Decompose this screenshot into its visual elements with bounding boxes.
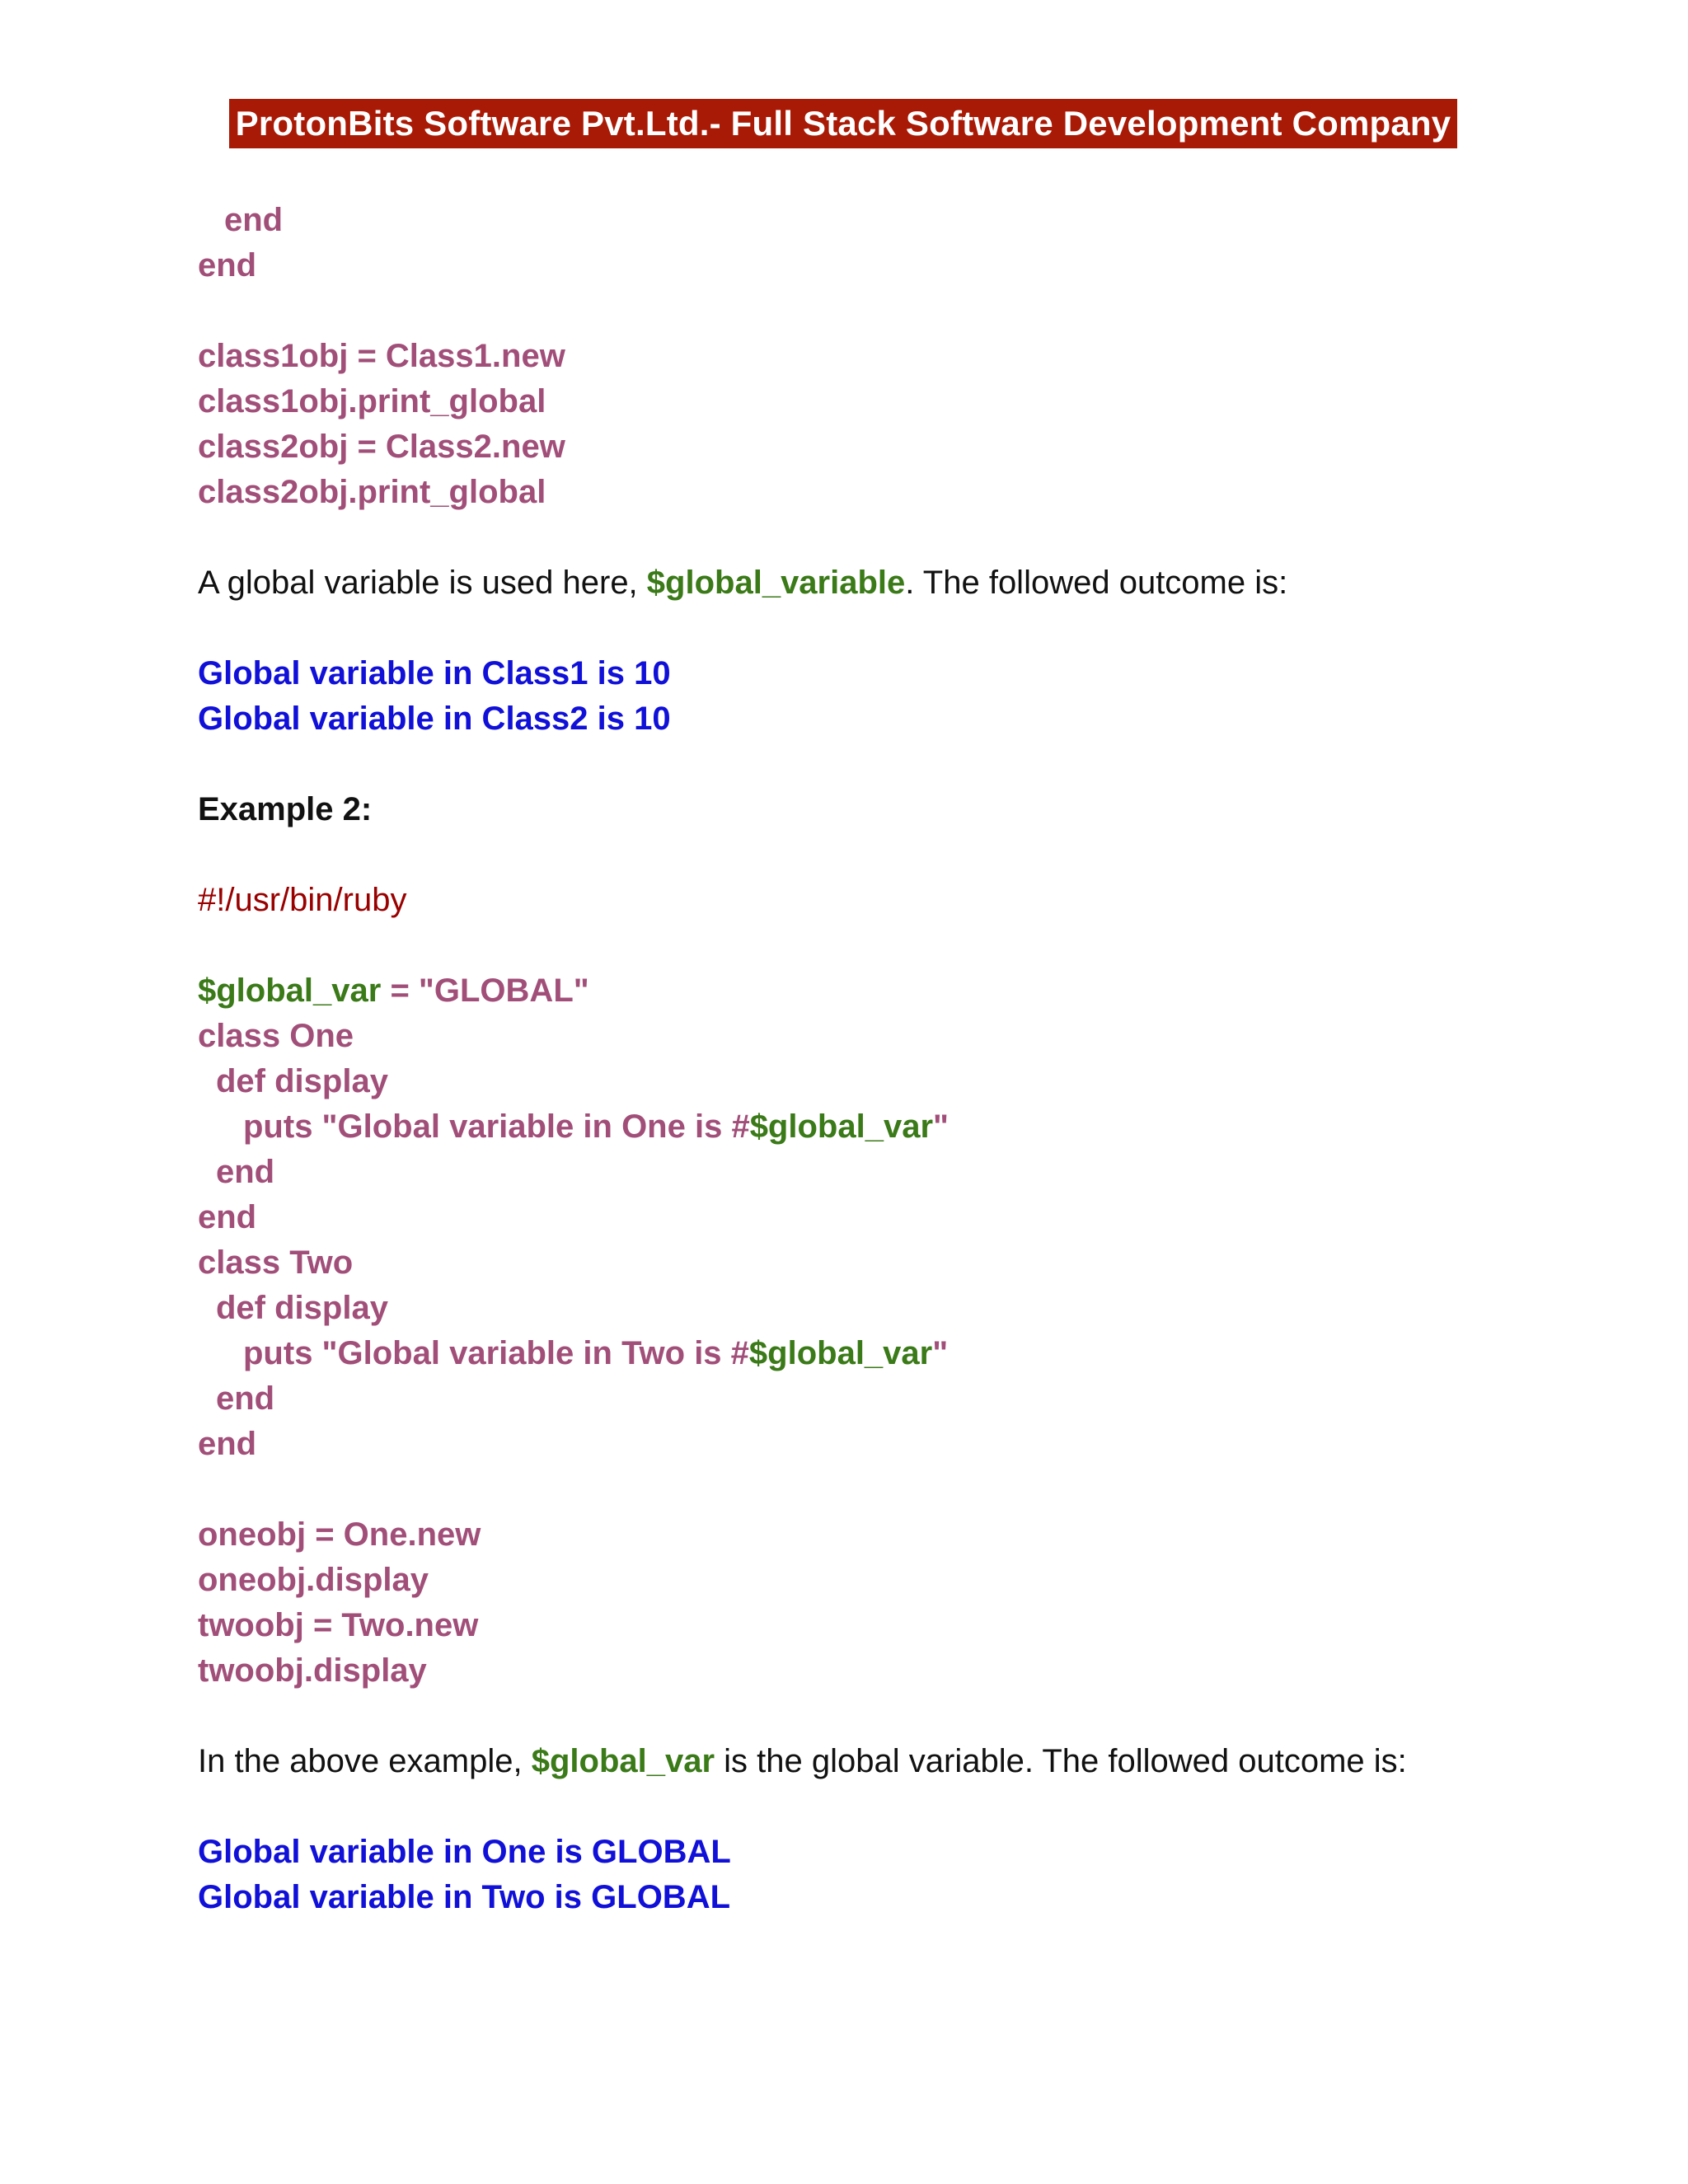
output-line: Global variable in One is GLOBAL	[198, 1834, 731, 1870]
code-line: end	[216, 1380, 275, 1417]
example-heading: Example 2:	[198, 791, 373, 827]
paragraph-text: . The followed outcome is:	[905, 565, 1288, 601]
code-text: "	[932, 1335, 949, 1371]
paragraph-1	[198, 560, 1517, 606]
code-line: twoobj.display	[198, 1652, 427, 1689]
code-line	[198, 1104, 1517, 1150]
code-text: = "GLOBAL"	[381, 972, 589, 1009]
code-text: puts "Global variable in Two is #	[243, 1335, 749, 1371]
code-line: class1obj = Class1.new	[198, 338, 565, 374]
paragraph-2	[198, 1739, 1517, 1784]
code-line: class One	[198, 1018, 354, 1054]
code-line: class2obj.print_global	[198, 474, 546, 510]
code-text: "	[933, 1108, 949, 1145]
code-line: end	[224, 202, 284, 238]
document-body	[198, 198, 1517, 1920]
code-line: oneobj = One.new	[198, 1516, 481, 1553]
code-line: twoobj = Two.new	[198, 1607, 479, 1643]
code-line: def display	[216, 1290, 388, 1326]
code-line: def display	[216, 1063, 388, 1099]
code-line: end	[198, 1426, 257, 1462]
paragraph-text: is the global variable. The followed outcome is:	[715, 1743, 1407, 1779]
output-line: Global variable in Two is GLOBAL	[198, 1879, 731, 1915]
variable-name: $global_var	[749, 1108, 934, 1145]
code-text: puts "Global variable in One is #	[243, 1108, 750, 1145]
output-line: Global variable in Class2 is 10	[198, 701, 671, 737]
variable-name: $global_var	[198, 972, 382, 1009]
code-line: class2obj = Class2.new	[198, 429, 565, 465]
variable-name: $global_variable	[646, 565, 906, 601]
code-line: end	[216, 1154, 275, 1190]
variable-name: $global_var	[531, 1743, 715, 1779]
variable-name: $global_var	[748, 1335, 933, 1371]
code-line	[198, 1331, 1517, 1376]
code-line: class1obj.print_global	[198, 383, 546, 419]
code-line: end	[198, 1199, 257, 1235]
code-line: oneobj.display	[198, 1562, 429, 1598]
shebang-line: #!/usr/bin/ruby	[198, 882, 407, 918]
paragraph-text: In the above example,	[198, 1743, 532, 1779]
output-line: Global variable in Class1 is 10	[198, 655, 671, 691]
code-line: class Two	[198, 1244, 354, 1281]
paragraph-text: A global variable is used here,	[198, 565, 647, 601]
code-line	[198, 968, 1517, 1014]
page-header-banner: ProtonBits Software Pvt.Ltd.- Full Stack Software Development Company	[229, 99, 1457, 148]
code-line: end	[198, 247, 257, 284]
